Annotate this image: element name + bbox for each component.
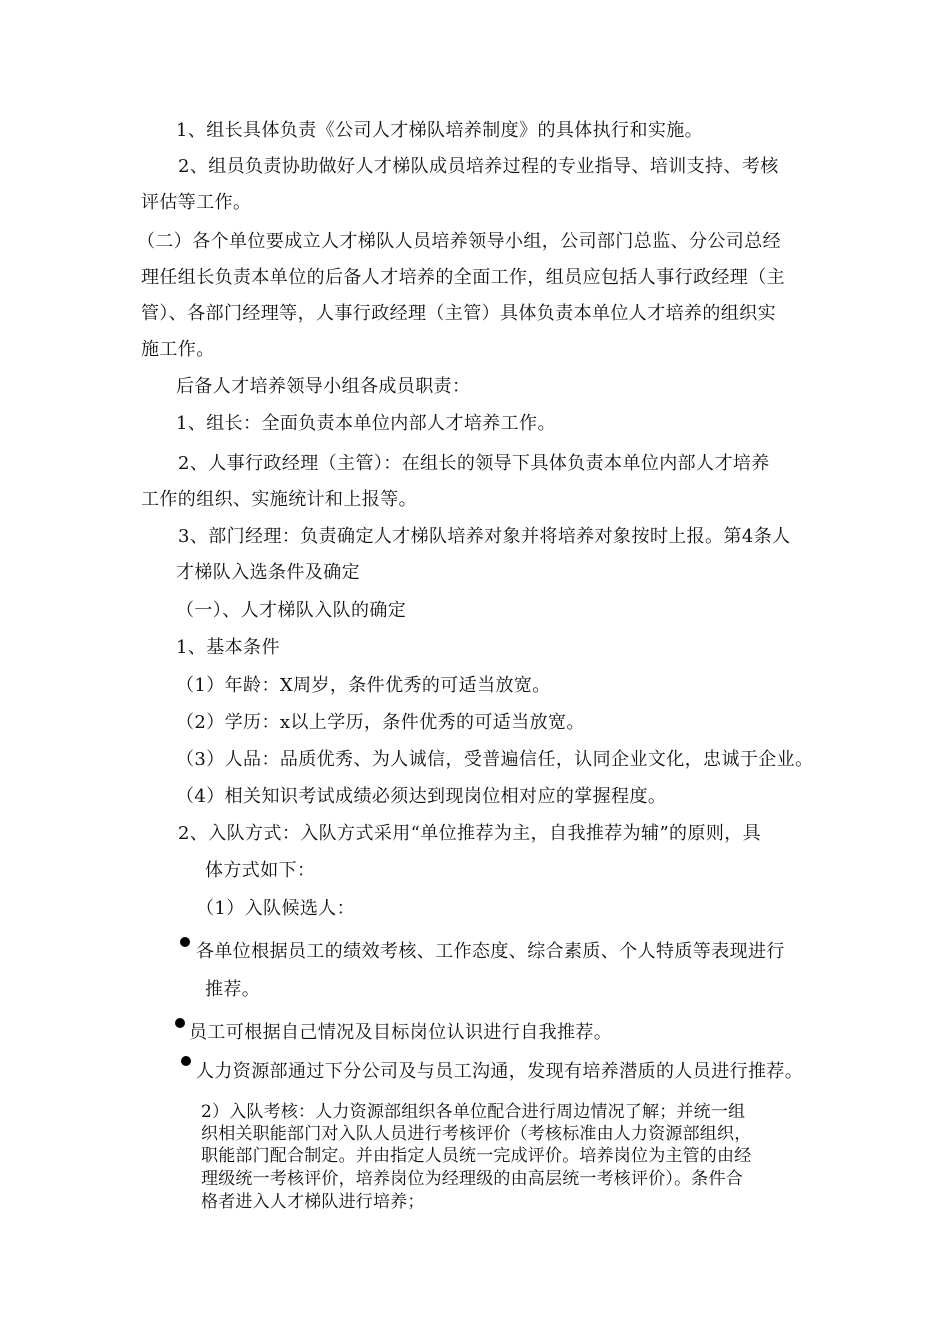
- bullet-icon: [181, 1056, 191, 1066]
- bullet-item: 各单位根据员工的绩效考核、工作态度、综合素质、个人特质等表现进行: [196, 941, 785, 962]
- list-item: （2）学历：x以上学历，条件优秀的可适当放宽。: [176, 712, 585, 733]
- paragraph-line: 1、基本条件: [176, 637, 280, 658]
- paragraph-line: 织相关职能部门对入队人员进行考核评价（考核标准由人力资源部组织，: [201, 1124, 752, 1144]
- paragraph-line: 2）入队考核：人力资源部组织各单位配合进行周边情况了解；并统一组: [201, 1102, 746, 1122]
- paragraph-line: 理级统一考核评价，培养岗位为经理级的由高层统一考核评价）。条件合: [201, 1169, 743, 1189]
- bullet-item: 人力资源部通过下分公司及与员工沟通，发现有培养潜质的人员进行推荐。: [196, 1061, 804, 1082]
- paragraph-line: 施工作。: [141, 339, 215, 360]
- section-heading: （一）、人才梯队入队的确定: [176, 600, 407, 621]
- paragraph-line: 2、组员负责协助做好人才梯队成员培养过程的专业指导、培训支持、考核: [178, 156, 779, 177]
- paragraph-line: 格者进入人才梯队进行培养；: [201, 1192, 425, 1212]
- paragraph-line: （二）各个单位要成立人才梯队人员培养领导小组，公司部门总监、分公司总经: [137, 231, 781, 252]
- list-item: （1）年龄：X周岁，条件优秀的可适当放宽。: [176, 675, 551, 696]
- paragraph-line: 体方式如下：: [205, 860, 316, 881]
- paragraph-line: 才梯队入选条件及确定: [176, 562, 360, 583]
- paragraph-line: 职能部门配合制定。并由指定人员统一完成评价。培养岗位为主管的由经: [201, 1146, 752, 1166]
- paragraph-line: 理任组长负责本单位的后备人才培养的全面工作，组员应包括人事行政经理（主: [141, 267, 785, 288]
- bullet-icon: [180, 937, 190, 947]
- list-item: （3）人品：品质优秀、为人诚信，受普遍信任，认同企业文化，忠诚于企业。: [176, 749, 814, 770]
- paragraph-line: 2、人事行政经理（主管）：在组长的领导下具体负责本单位内部人才培养: [178, 453, 770, 474]
- paragraph-line: 推荐。: [205, 979, 261, 1000]
- paragraph-line: 1、组长：全面负责本单位内部人才培养工作。: [176, 413, 556, 434]
- bullet-icon: [175, 1018, 185, 1028]
- paragraph-line: 1、组长具体负责《公司人才梯队培养制度》的具体执行和实施。: [176, 120, 704, 141]
- paragraph-line: 2、入队方式：入队方式采用“单位推荐为主，自我推荐为辅”的原则，具: [178, 823, 762, 844]
- paragraph-line: 工作的组织、实施统计和上报等。: [141, 489, 417, 510]
- paragraph-line: 后备人才培养领导小组各成员职责：: [176, 376, 471, 397]
- paragraph-line: 管）、各部门经理等，人事行政经理（主管）具体负责本单位人才培养的组织实: [141, 303, 776, 324]
- list-item: （1）入队候选人：: [196, 898, 356, 919]
- list-item: （4）相关知识考试成绩必须达到现岗位相对应的掌握程度。: [176, 786, 667, 807]
- paragraph-line: 3、部门经理：负责确定人才梯队培养对象并将培养对象按时上报。第4条人: [178, 526, 791, 547]
- paragraph-line: 评估等工作。: [141, 192, 252, 213]
- bullet-item: 员工可根据自己情况及目标岗位认识进行自我推荐。: [189, 1022, 613, 1043]
